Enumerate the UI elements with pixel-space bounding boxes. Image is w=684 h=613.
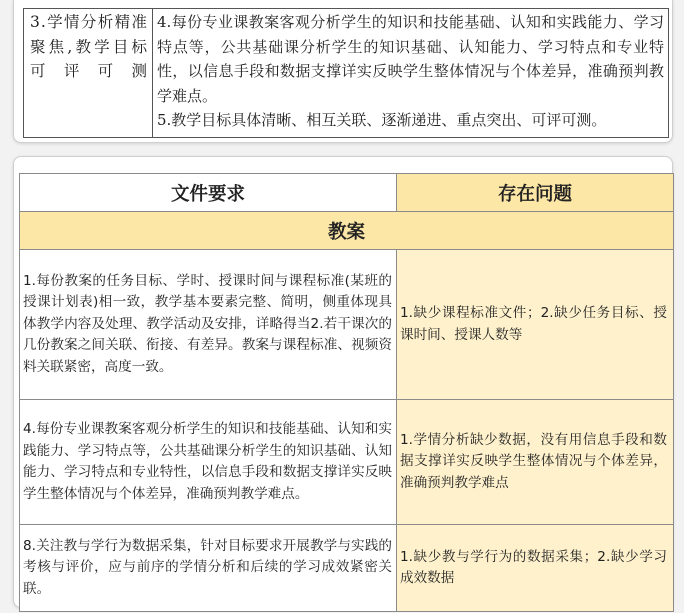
top-excerpt-card xyxy=(13,0,673,143)
header-problem: 存在问题 xyxy=(397,174,674,212)
top-excerpt-item-4: 4.每份专业课教案客观分析学生的知识和技能基础、认知和实践能力、学习特点等，公共基础课分析学生的知识基础、认知能力、学习特点和专业特性，以信息手段和数据支撑详实反映学生整体情况与个体差异，准确预判教学难点。 xyxy=(157,13,664,105)
top-excerpt-content xyxy=(153,9,669,138)
top-excerpt-item-5: 5.教学目标具体清晰、相互关联、逐渐递进、重点突出、可评可测。 xyxy=(157,111,607,129)
table-row xyxy=(20,400,674,525)
problem-cell: 1.学情分析缺少数据，没有用信息手段和数据支撑详实反映学生整体情况与个体差异，准确预判教学难点 xyxy=(397,400,674,525)
table-row xyxy=(20,525,674,612)
review-table xyxy=(19,173,674,612)
requirement-cell: 1.每份教案的任务目标、学时、授课时间与课程标准(某班的授课计划表)相一致，教学基本要素完整、简明，侧重体现具体教学内容及处理、教学活动及安排，详略得当2.若干课次的几份教案之间关联、衔接、有差异。教案与课程标准、视频资料关联紧密，高度一致。 xyxy=(20,250,397,400)
requirement-cell: 4.每份专业课教案客观分析学生的知识和技能基础、认知和实践能力、学习特点等，公共基础课分析学生的知识基础、认知能力、学习特点和专业特性，以信息手段和数据支撑详实反映学生整体情况与个体差异，准确预判教学难点。 xyxy=(20,400,397,525)
table-row xyxy=(20,250,674,400)
requirement-cell: 8.关注教与学行为数据采集，针对目标要求开展教学与实践的考核与评价，应与前序的学情分析和后续的学习成效紧密关联。 xyxy=(20,525,397,612)
top-excerpt-table xyxy=(23,8,669,138)
top-excerpt-label: 3.学情分析精准聚焦,教学目标可评可测 xyxy=(24,9,153,138)
section-title: 教案 xyxy=(20,212,674,250)
problem-cell: 1.缺少教与学行为的数据采集；2.缺少学习成效数据 xyxy=(397,525,674,612)
lesson-plan-review-card xyxy=(13,156,673,608)
problem-cell: 1.缺少课程标准文件；2.缺少任务目标、授课时间、授课人数等 xyxy=(397,250,674,400)
header-requirement: 文件要求 xyxy=(20,174,397,212)
